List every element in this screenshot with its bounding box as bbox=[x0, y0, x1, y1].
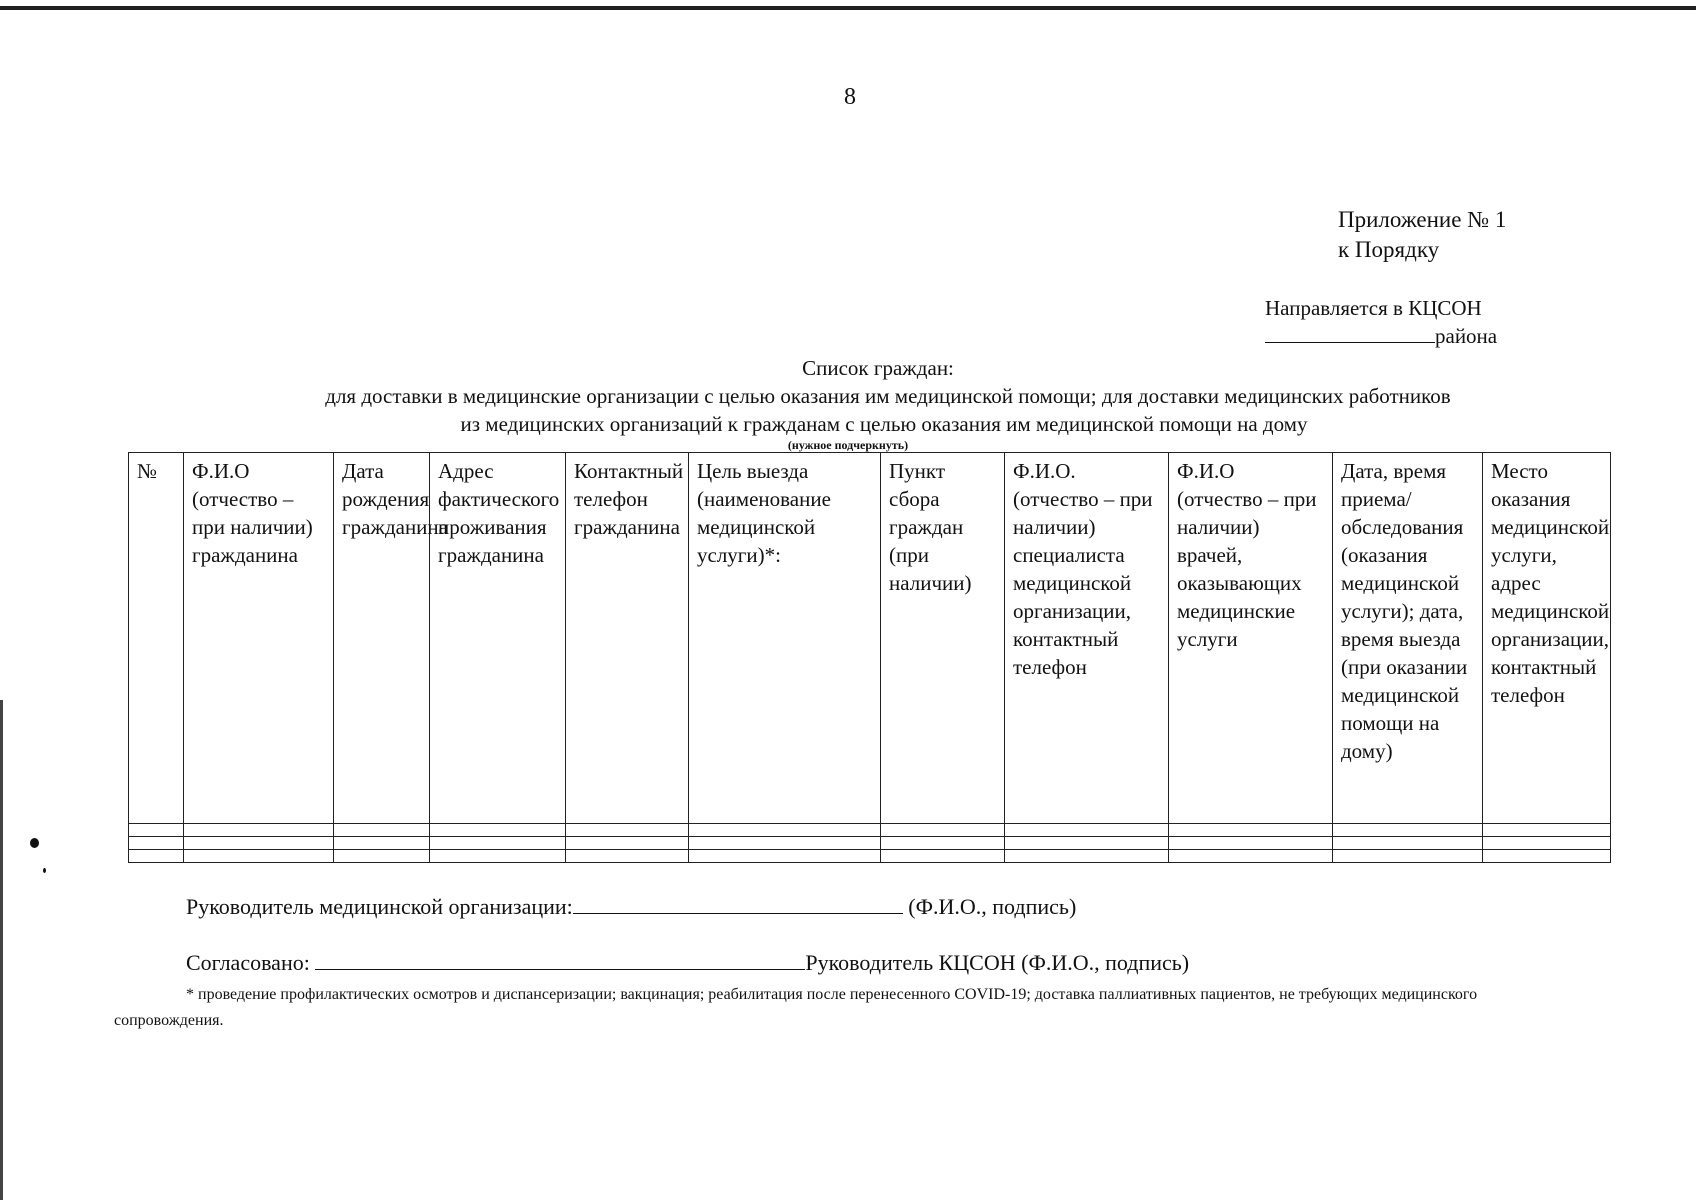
scan-left-border bbox=[0, 700, 3, 1200]
column-header: № bbox=[129, 453, 184, 824]
table-cell bbox=[334, 837, 430, 850]
table-cell bbox=[1169, 837, 1333, 850]
list-subtitle-line-2: из медицинских организаций к гражданам с целью оказания им медицинской помощи на дому bbox=[460, 412, 1308, 436]
head-med-org-label: Руководитель медицинской организации: bbox=[186, 894, 573, 919]
table-row bbox=[129, 850, 1611, 863]
table-cell bbox=[129, 824, 184, 837]
destination-block bbox=[1265, 294, 1497, 350]
column-header: Дата рождения гражданина bbox=[334, 453, 430, 824]
table-cell bbox=[881, 837, 1005, 850]
agreed-signature-line[interactable] bbox=[315, 951, 805, 970]
table-row bbox=[129, 824, 1611, 837]
table-cell bbox=[689, 850, 881, 863]
table-cell bbox=[1333, 837, 1483, 850]
table-cell bbox=[1005, 837, 1169, 850]
page-number: 8 bbox=[844, 84, 856, 110]
table-cell bbox=[566, 837, 689, 850]
destination-line-2 bbox=[1265, 322, 1497, 350]
list-subtitle-line-1: для доставки в медицинские организации с целью оказания им медицинской помощи; для доставки медицинских работников bbox=[325, 384, 1451, 408]
column-header: Пункт сбора граждан (при наличии) bbox=[881, 453, 1005, 824]
table-cell bbox=[430, 837, 566, 850]
agreed-label: Согласовано: bbox=[186, 950, 310, 975]
agreed-signature bbox=[186, 950, 1189, 976]
district-label: района bbox=[1435, 324, 1498, 348]
table-cell bbox=[1483, 837, 1611, 850]
table-header-row bbox=[129, 453, 1611, 824]
annex-line-2: к Порядку bbox=[1338, 237, 1440, 262]
table-cell bbox=[184, 824, 334, 837]
table-cell bbox=[129, 837, 184, 850]
table-cell bbox=[1483, 850, 1611, 863]
table-cell bbox=[1483, 824, 1611, 837]
citizens-table bbox=[128, 452, 1611, 863]
table-cell bbox=[1005, 850, 1169, 863]
head-med-org-signature bbox=[186, 894, 1076, 920]
column-header: Контактный телефон гражданина bbox=[566, 453, 689, 824]
list-title: Список граждан: bbox=[802, 356, 954, 380]
scan-top-border bbox=[0, 6, 1696, 10]
destination-line-1: Направляется в КЦСОН bbox=[1265, 296, 1482, 320]
table-cell bbox=[430, 850, 566, 863]
table-cell bbox=[129, 850, 184, 863]
scan-speck bbox=[30, 838, 39, 848]
table-cell bbox=[184, 850, 334, 863]
table-cell bbox=[184, 837, 334, 850]
column-header: Цель выезда (наименование медицинской услуги)*: bbox=[689, 453, 881, 824]
table-cell bbox=[1333, 850, 1483, 863]
footnote: * проведение профилактических осмотров и диспансеризации; вакцинация; реабилитация после перенесенного COVID-19; доставка паллиативных пациентов, не требующих медицинского сопровождения. bbox=[114, 986, 1478, 1029]
table-cell bbox=[430, 824, 566, 837]
head-med-org-hint: (Ф.И.О., подпись) bbox=[908, 894, 1077, 919]
table-cell bbox=[689, 837, 881, 850]
annex-block bbox=[1338, 205, 1506, 265]
annex-line-1: Приложение № 1 bbox=[1338, 207, 1507, 232]
column-header: Ф.И.О (отчество – при наличии) гражданина bbox=[184, 453, 334, 824]
table-cell bbox=[689, 824, 881, 837]
column-header: Ф.И.О. (отчество – при наличии) специалиста медицинской организации, контактный телефон bbox=[1005, 453, 1169, 824]
table-row bbox=[129, 837, 1611, 850]
table-cell bbox=[334, 824, 430, 837]
table-cell bbox=[1005, 824, 1169, 837]
table-cell bbox=[1169, 850, 1333, 863]
column-header: Место оказания медицинской услуги, адрес медицинской организации, контактный телефон bbox=[1483, 453, 1611, 824]
table-cell bbox=[1169, 824, 1333, 837]
table-cell bbox=[881, 824, 1005, 837]
table-cell bbox=[566, 850, 689, 863]
table-cell bbox=[566, 824, 689, 837]
head-med-org-signature-line[interactable] bbox=[573, 895, 903, 914]
scan-speck bbox=[43, 868, 46, 873]
table-cell bbox=[1333, 824, 1483, 837]
table-cell bbox=[881, 850, 1005, 863]
underline-note: (нужное подчеркнуть) bbox=[787, 438, 909, 452]
column-header: Адрес фактического проживания гражданина bbox=[430, 453, 566, 824]
agreed-hint: Руководитель КЦСОН (Ф.И.О., подпись) bbox=[805, 950, 1190, 975]
column-header: Дата, время приема/ обследования (оказания медицинской услуги); дата, время выезда (при оказании медицинской помощи на дому) bbox=[1333, 453, 1483, 824]
table-cell bbox=[334, 850, 430, 863]
district-blank bbox=[1265, 324, 1435, 343]
column-header: Ф.И.О (отчество – при наличии) врачей, оказывающих медицинские услуги bbox=[1169, 453, 1333, 824]
